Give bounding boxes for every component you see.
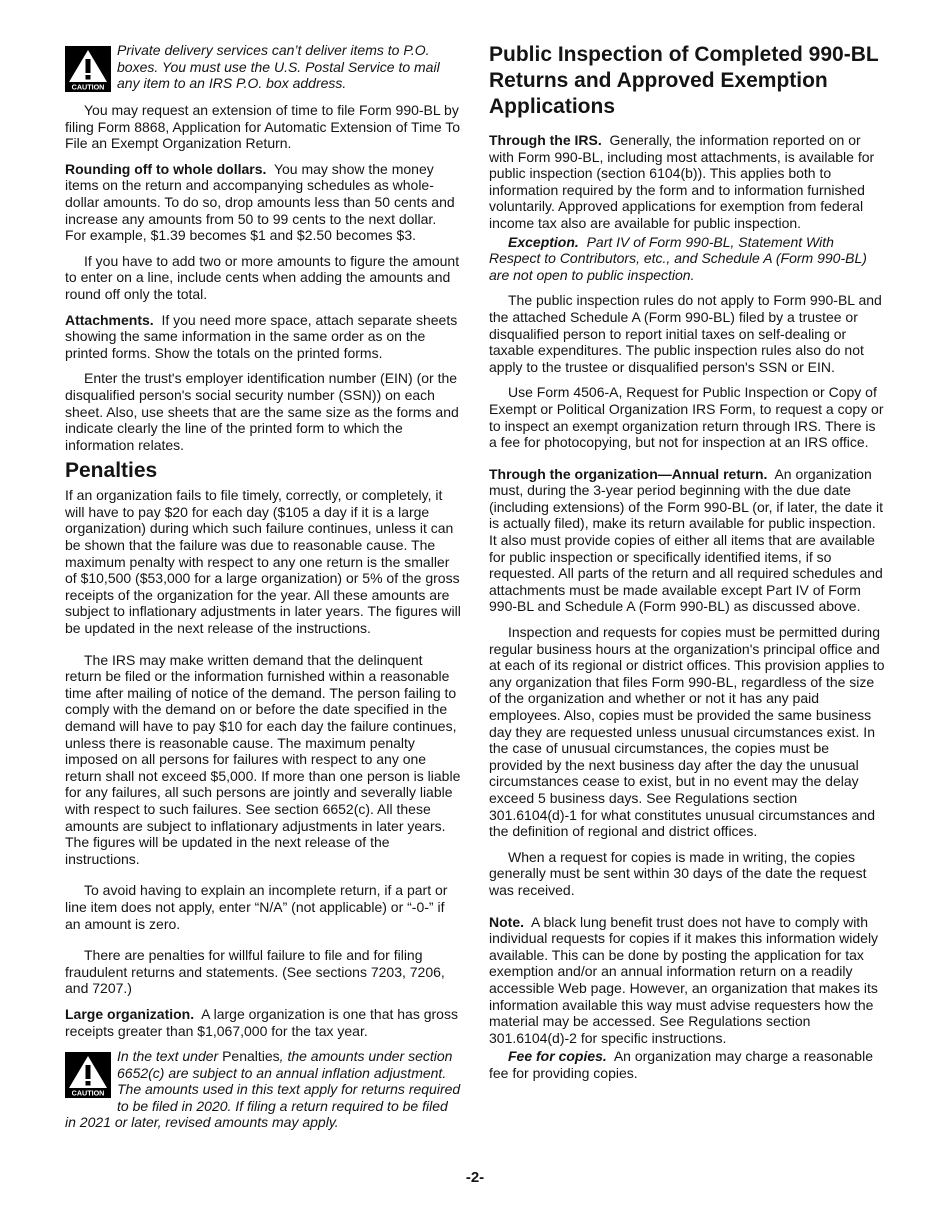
run-in-heading: Note. [489, 913, 524, 930]
run-in-heading: Rounding off to whole dollars. [65, 160, 267, 177]
paragraph-note [489, 914, 885, 1047]
paragraph-text: An organization may charge a reasonable fee for providing copies. [489, 1048, 873, 1081]
paragraph-penalties-1: If an organization fails to file timely, correctly, or completely, it will have to pay $20 for each day ($105 a day if it is a large organization) during which such failure continues, unless it can be shown that the failure was due to reasonable cause. The maximum penalty with respect to any one return is the smaller of $10,500 ($53,000 for a large organization) or 5% of the gross receipts of the organization for the year. All these amounts are subject to inflationary adjustments in later years. The figures will be updated in the next release of the instructions. [65, 487, 461, 637]
caution-text: Private delivery services can’t deliver items to P.O. boxes. You must use the U.S. Postal Service to mail any item to an IRS P.O. box address. [117, 42, 440, 92]
paragraph-through-irs [489, 132, 885, 232]
caution-note [65, 42, 461, 92]
right-column [489, 42, 885, 1090]
caution-text-part: , the amounts under section 6652(c) are subject to an annual inflation adjustment. The amounts used in this text apply for returns required to be filed in 2020. If filing a return required to be filed in 2021 or later, revised amounts may apply. [65, 1048, 461, 1131]
paragraph-exception [489, 234, 885, 284]
section-heading-penalties: Penalties [65, 459, 158, 483]
paragraph-text: A large organization is one that has gross receipts greater than $1,067,000 for the tax year. [65, 1005, 458, 1039]
run-in-heading: Through the organization—Annual return. [489, 465, 768, 482]
run-in-heading: Through the IRS. [489, 132, 602, 148]
run-in-heading: Exception. [508, 233, 579, 250]
paragraph-penalties-2: The IRS may make written demand that the delinquent return be filed or the information furnished within a reasonable time after mailing of notice of the demand. The person failing to comply with the demand on or before the date specified in the demand will have to pay $10 for each day the failure continues, unless there is reasonable cause. The maximum penalty imposed on all persons for failures with respect to any one return shall not exceed $5,000. If more than one person is liable for any failures, all such persons are jointly and severally liable with respect to such failures. See section 6652(c). All these amounts are subject to inflationary adjustments in later years. The figures will be updated in the next release of the instructions. [65, 651, 461, 867]
paragraph-text: If you need more space, attach separate sheets showing the same information in the same order as on the printed forms. Show the totals on the printed forms. [65, 311, 458, 361]
section-heading-public-inspection: Public Inspection of Completed 990-BL Returns and Approved Exemption Applications [489, 43, 879, 118]
paragraph-public-inspection-rules: The public inspection rules do not apply to Form 990-BL and the attached Schedule A (Form 990-BL) filed by a trustee or disqualified person to report initial taxes on self-dealing or taxable expenditures. The public inspection rules also do not apply to the trustee or disqualified person's SSN or EIN. [489, 292, 882, 375]
page-number: -2- [465, 1169, 485, 1186]
paragraph-text: Generally, the information reported on or with Form 990-BL, including most attachments, is available for public inspection (section 6104(b)). This applies both to information required by the form and to information furnished voluntarily. Approved applications for exemption from federal income tax also are available for public inspection. [489, 132, 875, 231]
paragraph-text: An organization must, during the 3-year period beginning with the due date (including extensions) of the Form 990-BL (or, if later, the date it is actually filed), make its return available for public inspection. It also must provide copies of either all items that are available for public inspection or specifically identified items, if so requested. All parts of the return and all required schedules and attachments must be made available except Part IV of Form 990-BL and Schedule A (Form 990-BL) as discussed above. [489, 465, 884, 615]
run-in-heading: Attachments. [65, 311, 154, 328]
paragraph-written-requests: When a request for copies is made in writing, the copies generally must be sent within 30 days of the date the request was received. [489, 848, 867, 898]
paragraph-through-organization [489, 466, 885, 615]
caution-text-reference: Penalties [222, 1048, 280, 1065]
caution-icon [65, 46, 111, 92]
paragraph-penalties-3: To avoid having to explain an incomplete return, if a part or line item does not apply, enter “N/A” (not applicable) or “-0-” if an amount is zero. [65, 882, 448, 932]
paragraph-ein: Enter the trust's employer identification number (EIN) (or the disqualified person's social security number (SSN)) on each sheet. Also, use sheets that are the same size as the forms and indicate clearly the line of the printed form to which the information relates. [65, 370, 459, 453]
paragraph-rounding [65, 161, 461, 244]
left-column [65, 42, 461, 1141]
run-in-heading: Fee for copies. [508, 1048, 607, 1065]
paragraph-penalties-4: There are penalties for willful failure to file and for filing fraudulent returns and statements. (See sections 7203, 7206, and 7207.) [65, 947, 445, 997]
paragraph-form-4506a: Use Form 4506-A, Request for Public Inspection or Copy of Exempt or Political Organization IRS Form, to request a copy or to inspect an exempt organization return through IRS. There is a fee for photocopying, but not for inspection at an IRS office. [489, 384, 884, 451]
paragraph-text: You may show the money items on the return and accompanying schedules as whole-dollar amounts. To do so, drop amounts less than 50 cents and increase any amounts from 50 to 99 cents to the next dollar. For example, $1.39 becomes $1 and $2.50 becomes $3. [65, 160, 455, 244]
caution-text-part: In the text under [117, 1048, 223, 1065]
caution-note [65, 1048, 461, 1131]
caution-text [65, 1048, 461, 1131]
paragraph-fee-for-copies [489, 1048, 885, 1081]
paragraph-add-amounts: If you have to add two or more amounts to figure the amount to enter on a line, include cents when adding the amounts and round off only the total. [65, 252, 460, 302]
caution-icon [65, 1052, 111, 1098]
paragraph-attachments [65, 312, 461, 362]
svg-text:CAUTION: CAUTION [71, 82, 105, 92]
paragraph-large-organization [65, 1006, 461, 1039]
svg-text:CAUTION: CAUTION [71, 1088, 105, 1098]
run-in-heading: Large organization. [65, 1005, 195, 1022]
paragraph-extension: You may request an extension of time to file Form 990-BL by filing Form 8868, Application for Automatic Extension of Time To File an Exempt Organization Return. [65, 102, 461, 152]
paragraph-inspection-requests: Inspection and requests for copies must be permitted during regular business hours at the organization's principal office and at each of its regional or district offices. This provision applies to any organization that files Form 990-BL, regardless of the size of the organization and whether or not it has any paid employees. Also, copies must be provided the same business day they are requested unless unusual circumstances exist. In the case of unusual circumstances, the copies must be provided by the next business day after the day the unusual circumstances cease to exist, but in no event may the delay exceed 5 business days. See Regulations section 301.6104(d)-1 for what constitutes unusual circumstances and the definition of regional and district offices. [489, 624, 885, 840]
paragraph-text: A black lung benefit trust does not have to comply with individual requests for copies if it makes this information widely available. This can be done by posting the application for tax exemption and/or an annual information return on a readily accessible Web page. However, an organization that makes its information available this way must advise requesters how the material may be accessed. See Regulations section 301.6104(d)-2 for specific instructions. [489, 913, 879, 1046]
paragraph-text: Part IV of Form 990-BL, Statement With Respect to Contributors, etc., and Schedule A (Form 990-BL) are not open to public inspection. [489, 233, 867, 283]
